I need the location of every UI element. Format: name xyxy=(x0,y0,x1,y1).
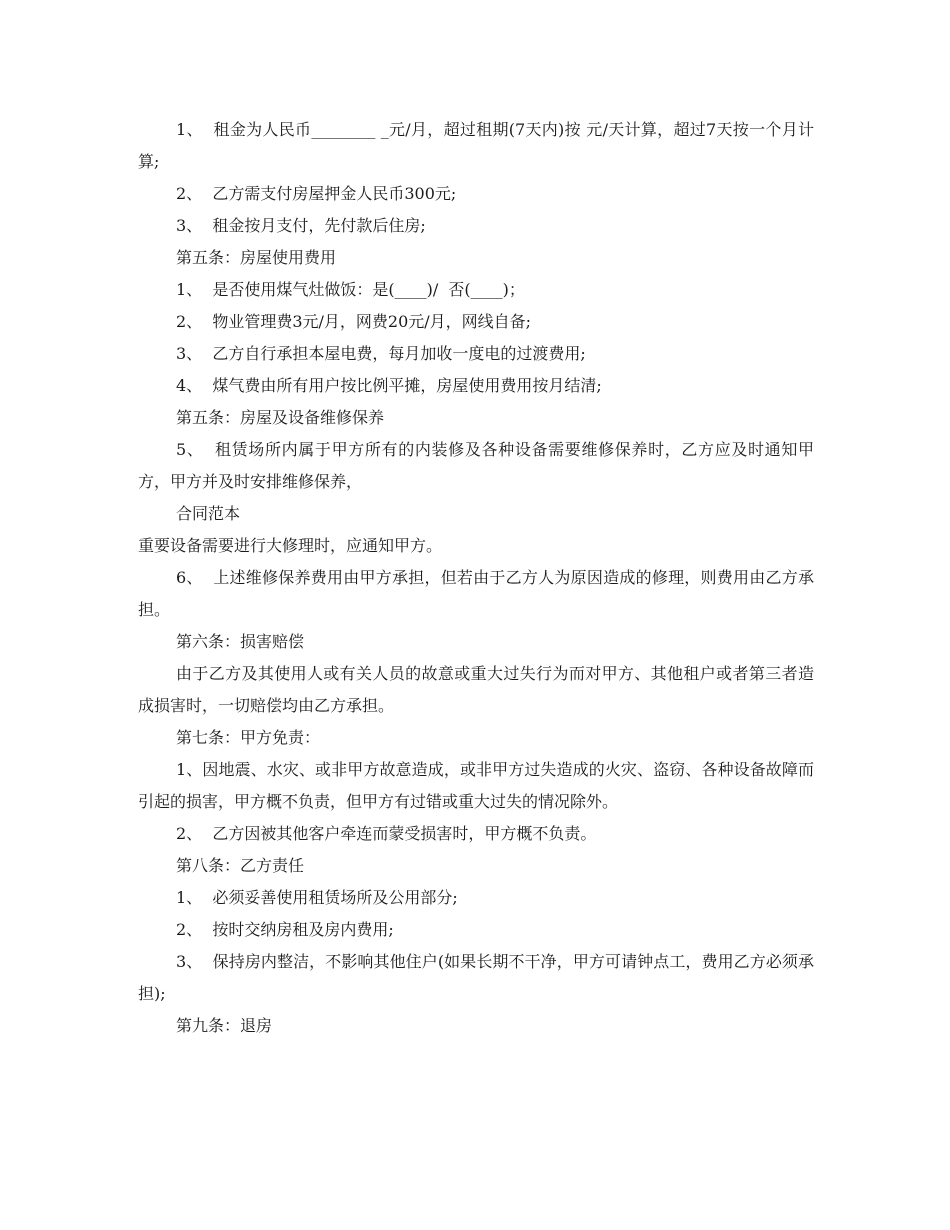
clause-rent-amount: 1、 租金为人民币________ _元/月，超过租期(7天内)按 元/天计算，超过7天按一个月计算; xyxy=(138,120,814,171)
contract-template-label: 合同范本 xyxy=(176,504,241,523)
clause-proper-use: 1、 必须妥善使用租赁场所及公用部分; xyxy=(176,888,458,907)
clause-third-party: 2、 乙方因被其他客户牵连而蒙受损害时，甲方概不负责。 xyxy=(176,824,597,843)
section-heading-landlord-exemption: 第七条：甲方免责： xyxy=(176,728,321,747)
section-heading-tenant-duties: 第八条：乙方责任 xyxy=(176,856,305,875)
clause-maintenance-notice: 5、 租赁场所内属于甲方所有的内装修及各种设备需要维修保养时，乙方应及时通知甲方，甲方并及时安排维修保养， xyxy=(138,440,814,491)
section-heading-maintenance: 第五条：房屋及设备维修保养 xyxy=(176,408,385,427)
clause-electricity: 3、 乙方自行承担本屋电费，每月加收一度电的过渡费用; xyxy=(176,344,586,363)
clause-payment-method: 3、 租金按月支付，先付款后住房; xyxy=(176,216,426,235)
clause-major-repairs: 重要设备需要进行大修理时，应通知甲方。 xyxy=(138,536,443,555)
clause-cleanliness: 3、 保持房内整洁，不影响其他住户(如果长期不干净，甲方可请钟点工，费用乙方必须承担); xyxy=(138,952,814,1003)
clause-timely-payment: 2、 按时交纳房租及房内费用; xyxy=(176,920,394,939)
clause-maintenance-cost: 6、 上述维修保养费用由甲方承担，但若由于乙方人为原因造成的修理，则费用由乙方承担。 xyxy=(138,568,814,619)
clause-gas-fee: 4、 煤气费由所有用户按比例平摊，房屋使用费用按月结清; xyxy=(176,376,602,395)
clause-damages: 由于乙方及其使用人或有关人员的故意或重大过失行为而对甲方、其他租户或者第三者造成损害时，一切赔偿均由乙方承担。 xyxy=(138,664,814,715)
clause-force-majeure: 1、因地震、水灾、或非甲方故意造成，或非甲方过失造成的火灾、盗窃、各种设备故障而引起的损害，甲方概不负责，但甲方有过错或重大过失的情况除外。 xyxy=(138,760,814,811)
clause-deposit: 2、 乙方需支付房屋押金人民币300元; xyxy=(176,184,457,203)
clause-gas-stove: 1、 是否使用煤气灶做饭：是(____)/ 否(____)； xyxy=(176,280,525,299)
section-heading-usage-fees: 第五条：房屋使用费用 xyxy=(176,248,337,267)
section-heading-move-out: 第九条：退房 xyxy=(176,1016,273,1035)
document-body xyxy=(138,114,814,1042)
section-heading-damages: 第六条：损害赔偿 xyxy=(176,632,305,651)
clause-management-fee: 2、 物业管理费3元/月，网费20元/月，网线自备; xyxy=(176,312,532,331)
